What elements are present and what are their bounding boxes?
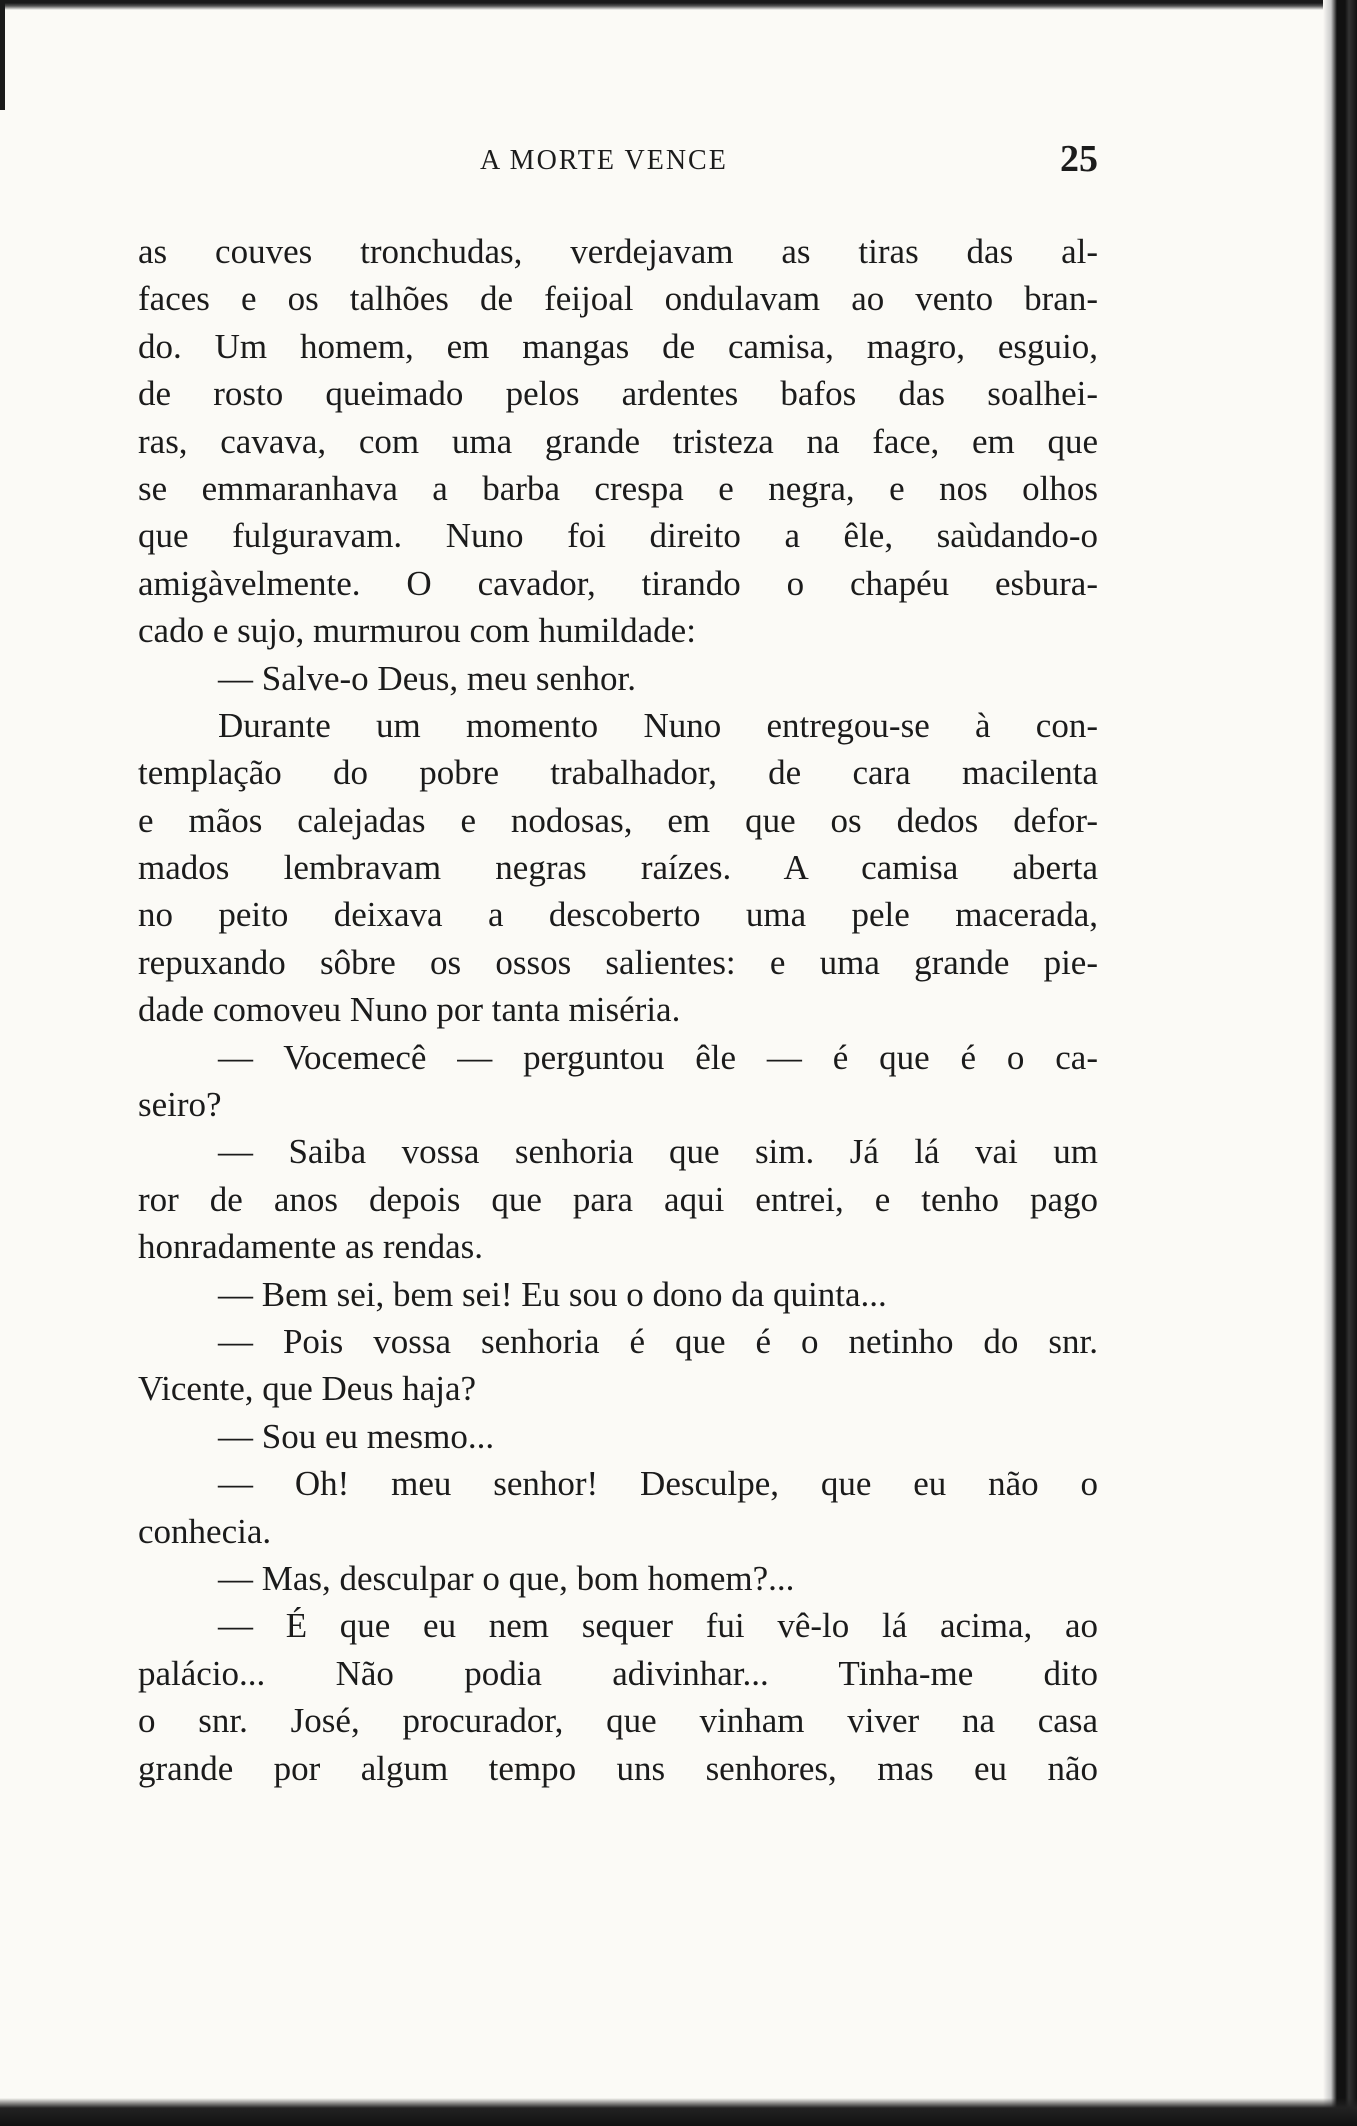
- text-line: faces e os talhões de feijoal ondulavam ao vento bran-: [138, 279, 1098, 319]
- text-line: Vicente, que Deus haja?: [138, 1369, 477, 1409]
- running-title: A MORTE VENCE: [480, 145, 728, 176]
- text-line: — É que eu nem sequer fui vê-lo lá acima, ao: [218, 1606, 1098, 1646]
- scan-edge-bottom: [0, 2098, 1357, 2126]
- text-line: amigàvelmente. O cavador, tirando o chapéu esbura-: [138, 563, 1098, 603]
- text-line: cado e sujo, murmurou com humildade:: [138, 611, 696, 651]
- text-line: — Vocemecê — perguntou êle — é que é o ca-: [218, 1037, 1098, 1077]
- text-line: que fulguravam. Nuno foi direito a êle, saùdando-o: [138, 516, 1098, 556]
- text-line: mados lembravam negras raízes. A camisa aberta: [138, 848, 1098, 888]
- scan-edge-left: [0, 0, 5, 110]
- text-line: as couves tronchudas, verdejavam as tiras das al-: [138, 232, 1098, 271]
- text-line: palácio... Não podia adivinhar... Tinha-me dito: [138, 1653, 1098, 1693]
- text-line: ras, cavava, com uma grande tristeza na face, em que: [138, 421, 1098, 461]
- text-line: seiro?: [138, 1085, 222, 1125]
- text-line: conhecia.: [138, 1511, 272, 1551]
- page-number: 25: [1060, 138, 1098, 180]
- text-line: de rosto queimado pelos ardentes bafos das soalhei-: [138, 374, 1098, 414]
- text-line: — Salve-o Deus, meu senhor.: [218, 658, 636, 698]
- text-line: — Oh! meu senhor! Desculpe, que eu não o: [218, 1464, 1098, 1504]
- text-line: — Bem sei, bem sei! Eu sou o dono da quinta...: [218, 1274, 887, 1314]
- text-line: ror de anos depois que para aqui entrei, e tenho pago: [138, 1179, 1098, 1219]
- text-line: se emmaranhava a barba crespa e negra, e nos olhos: [138, 468, 1098, 508]
- text-line: dade comoveu Nuno por tanta miséria.: [138, 990, 681, 1030]
- text-line: o snr. José, procurador, que vinham viver na casa: [138, 1701, 1098, 1741]
- text-line: Durante um momento Nuno entregou-se à con-: [218, 705, 1098, 745]
- text-line: — Mas, desculpar o que, bom homem?...: [218, 1558, 795, 1598]
- text-line: — Saiba vossa senhoria que sim. Já lá vai um: [218, 1132, 1098, 1172]
- text-line: grande por algum tempo uns senhores, mas eu não: [138, 1748, 1098, 1788]
- text-line: e mãos calejadas e nodosas, em que os dedos defor-: [138, 800, 1098, 840]
- text-line: templação do pobre trabalhador, de cara macilenta: [138, 753, 1098, 793]
- text-line: — Sou eu mesmo...: [218, 1416, 495, 1456]
- scan-edge-right: [1323, 0, 1357, 2126]
- text-line: repuxando sôbre os ossos salientes: e uma grande pie-: [138, 942, 1098, 982]
- scan-edge-top: [0, 0, 1357, 10]
- body-text: [138, 228, 1098, 1792]
- text-line: — Pois vossa senhoria é que é o netinho do snr.: [218, 1321, 1098, 1361]
- text-line: honradamente as rendas.: [138, 1227, 483, 1267]
- running-header: [138, 135, 1098, 185]
- text-line: no peito deixava a descoberto uma pele macerada,: [138, 895, 1098, 935]
- text-line: do. Um homem, em mangas de camisa, magro, esguio,: [138, 326, 1098, 366]
